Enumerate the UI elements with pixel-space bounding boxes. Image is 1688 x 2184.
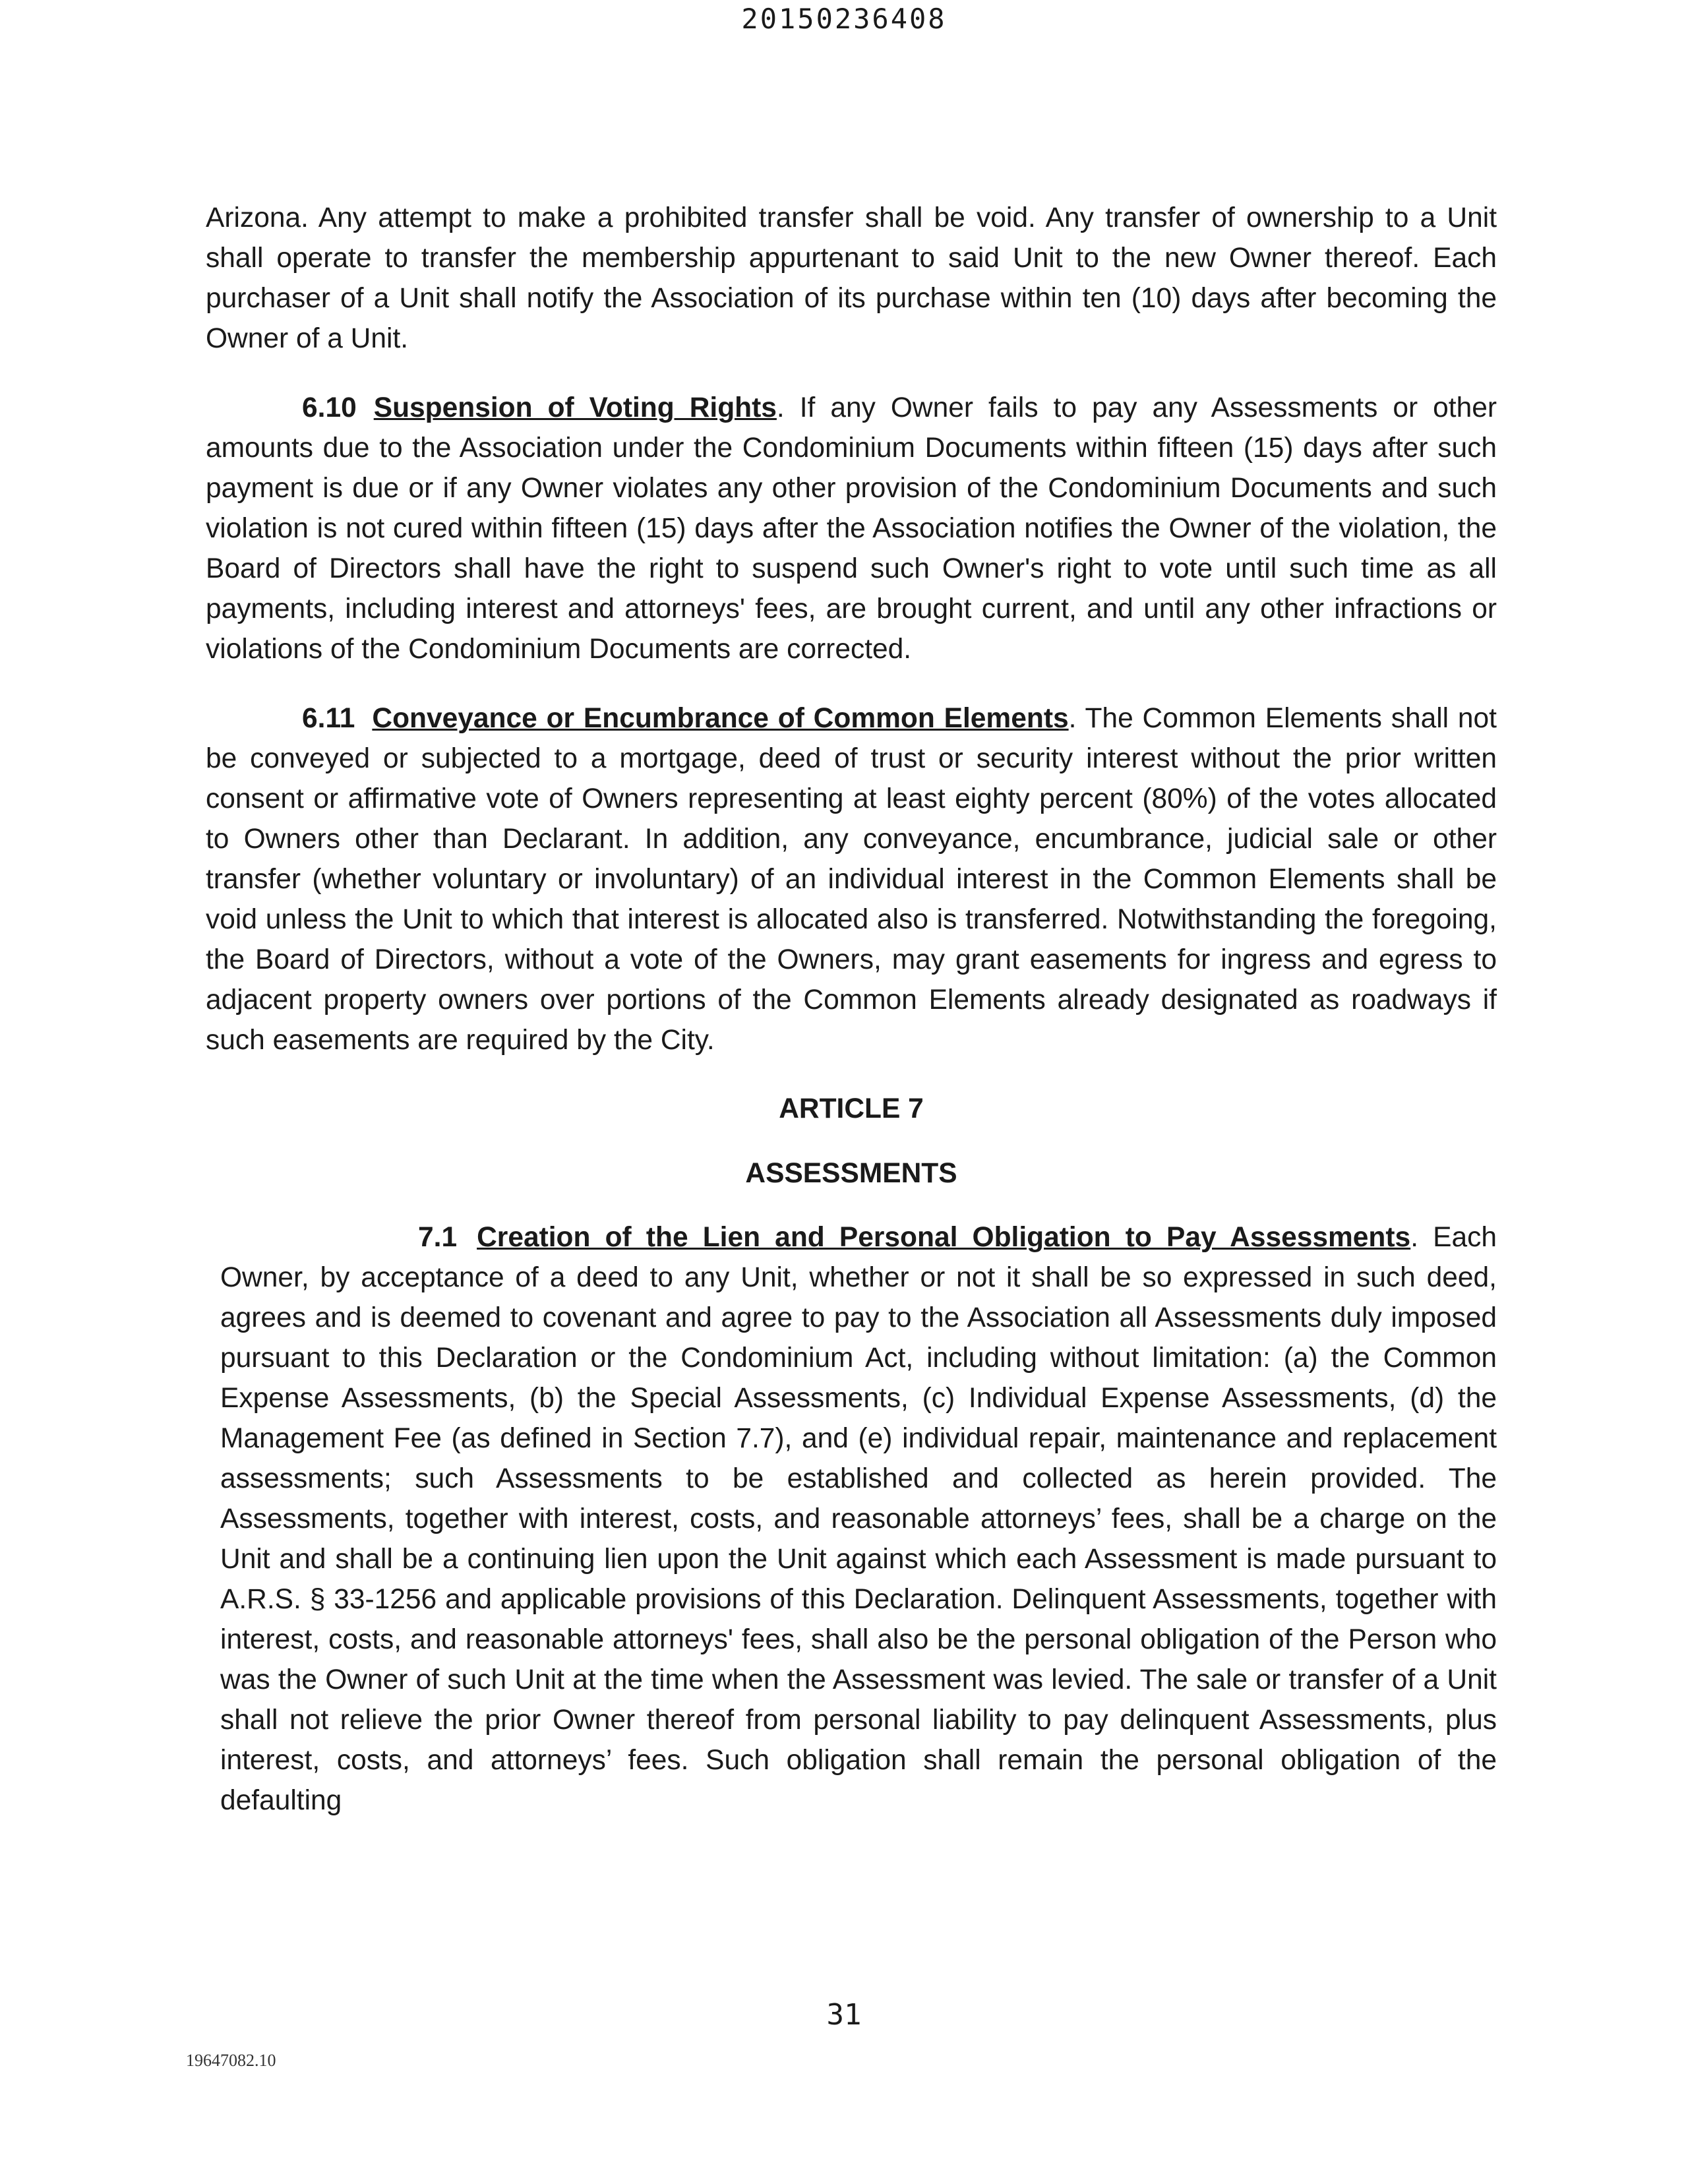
section-6-10 <box>206 388 1497 669</box>
article-title: ASSESSMENTS <box>745 1158 957 1189</box>
section-number: 6.10 <box>302 392 357 423</box>
article-number: ARTICLE 7 <box>779 1093 924 1124</box>
section-body: The Common Elements shall not be conveyed or subjected to a mortgage, deed of trust or security interest without the prior written consent or affirmative vote of Owners representing at least eighty percent (80%) of the votes allocated to Owners other than Declarant. In addition, any conveyance, encumbrance, judicial sale or other transfer (whether voluntary or involuntary) of an individual interest in the Common Elements shall be void unless the Unit to which that interest is allocated also is transferred. Notwithstanding the foregoing, the Board of Directors, without a vote of the Owners, may grant easements for ingress and egress to adjacent property owners over portions of the Common Elements already designated as roadways if such easements are required by the City. <box>206 703 1497 1056</box>
document-id: 19647082.10 <box>186 2051 276 2070</box>
section-body: If any Owner fails to pay any Assessments or other amounts due to the Association under the Condominium Documents within fifteen (15) days after such payment is due or if any Owner violates any other provision of the Condominium Documents and such violation is not cured within fifteen (15) days after the Association notifies the Owner of the violation, the Board of Directors shall have the right to suspend such Owner's right to vote until such time as all payments, including interest and attorneys' fees, are brought current, and until any other infractions or violations of the Condominium Documents are corrected. <box>206 392 1497 665</box>
page-number: 31 <box>826 1998 862 2032</box>
section-title: Conveyance or Encumbrance of Common Elements <box>372 703 1069 734</box>
intro-paragraph: Arizona. Any attempt to make a prohibited transfer shall be void. Any transfer of ownership to a Unit shall operate to transfer the membership appurtenant to said Unit to the new Owner thereof. Each purchaser of a Unit shall notify the Association of its purchase within ten (10) days after becoming the Owner of a Unit. <box>206 202 1497 354</box>
section-title: Suspension of Voting Rights <box>373 392 777 423</box>
section-body: Each Owner, by acceptance of a deed to any Unit, whether or not it shall be so expressed in such deed, agrees and is deemed to covenant and agree to pay to the Association all Assessments duly imposed pursuant to this Declaration or the Condominium Act, including without limitation: (a) the Common Expense Assessments, (b) the Special Assessments, (c) Individual Expense Assessments, (d) the Management Fee (as defined in Section 7.7), and (e) individual repair, maintenance and replacement assessments; such Assessments to be established and collected as herein provided. The Assessments, together with interest, costs, and reasonable attorneys’ fees, shall be a charge on the Unit and shall be a continuing lien upon the Unit against which each Assessment is made pursuant to A.R.S. § 33-1256 and applicable provisions of this Declaration. Delinquent Assessments, together with interest, costs, and reasonable attorneys' fees, shall also be the personal obligation of the Person who was the Owner of such Unit at the time when the Assessment was levied. The sale or transfer of a Unit shall not relieve the prior Owner thereof from personal liability to pay delinquent Assessments, plus interest, costs, and attorneys’ fees. Such obligation shall remain the personal obligation of the defaulting <box>220 1222 1497 1816</box>
document-page <box>206 198 1497 1821</box>
section-title-period: . <box>1410 1222 1418 1253</box>
recording-number: 20150236408 <box>741 3 947 35</box>
section-title-period: . <box>1068 703 1077 734</box>
section-title: Creation of the Lien and Personal Obligation to Pay Assessments <box>477 1222 1411 1253</box>
section-6-11 <box>206 698 1497 1060</box>
section-number: 6.11 <box>302 703 355 734</box>
section-7-1 <box>220 1217 1497 1821</box>
section-title-period: . <box>776 392 785 423</box>
section-number: 7.1 <box>418 1222 458 1253</box>
